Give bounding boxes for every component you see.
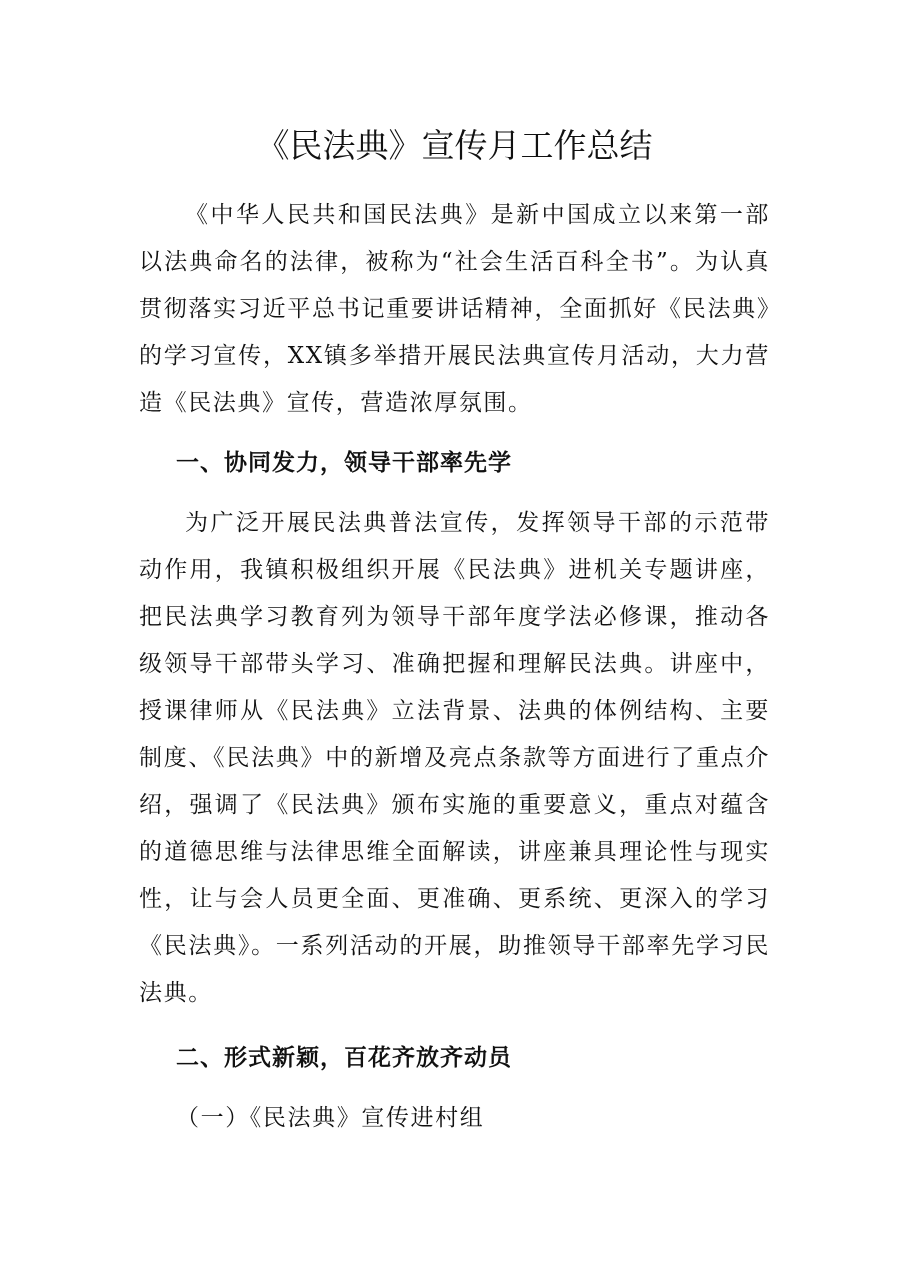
section-1-heading: 一、协同发力，领导干部率先学 [176, 450, 512, 476]
document-title: 《民法典》宣传月工作总结 [256, 126, 653, 165]
section-2-heading: 二、形式新颖，百花齐放齐动员 [176, 1045, 512, 1071]
intro-paragraph: 《中华人民共和国民法典》是新中国成立以来第一部以法典命名的法律，被称为“社会生活百科全书”。为认真贯彻落实习近平总书记重要讲话精神，全面抓好《民法典》的学习宣传，XX镇多举措开展民法典宣传月活动，大力营造《民法典》宣传，营造浓厚氛围。 [139, 202, 770, 416]
section-2-subheading: （一）《民法典》宣传进村组 [176, 1105, 485, 1131]
section-1-paragraph: 为广泛开展民法典普法宣传，发挥领导干部的示范带动作用，我镇积极组织开展《民法典》进机关专题讲座，把民法典学习教育列为领导干部年度学法必修课，推动各级领导干部带头学习、准确把握和理解民法典。讲座中，授课律师从《民法典》立法背景、法典的体例结构、主要制度、《民法典》中的新增及亮点条款等方面进行了重点介绍，强调了《民法典》颁布实施的重要意义，重点对蕴含的道德思维与法律思维全面解读，讲座兼具理论性与现实性，让与会人员更全面、更准确、更系统、更深入的学习《民法典》。一系列活动的开展，助推领导干部率先学习民法典。 [139, 510, 770, 1006]
